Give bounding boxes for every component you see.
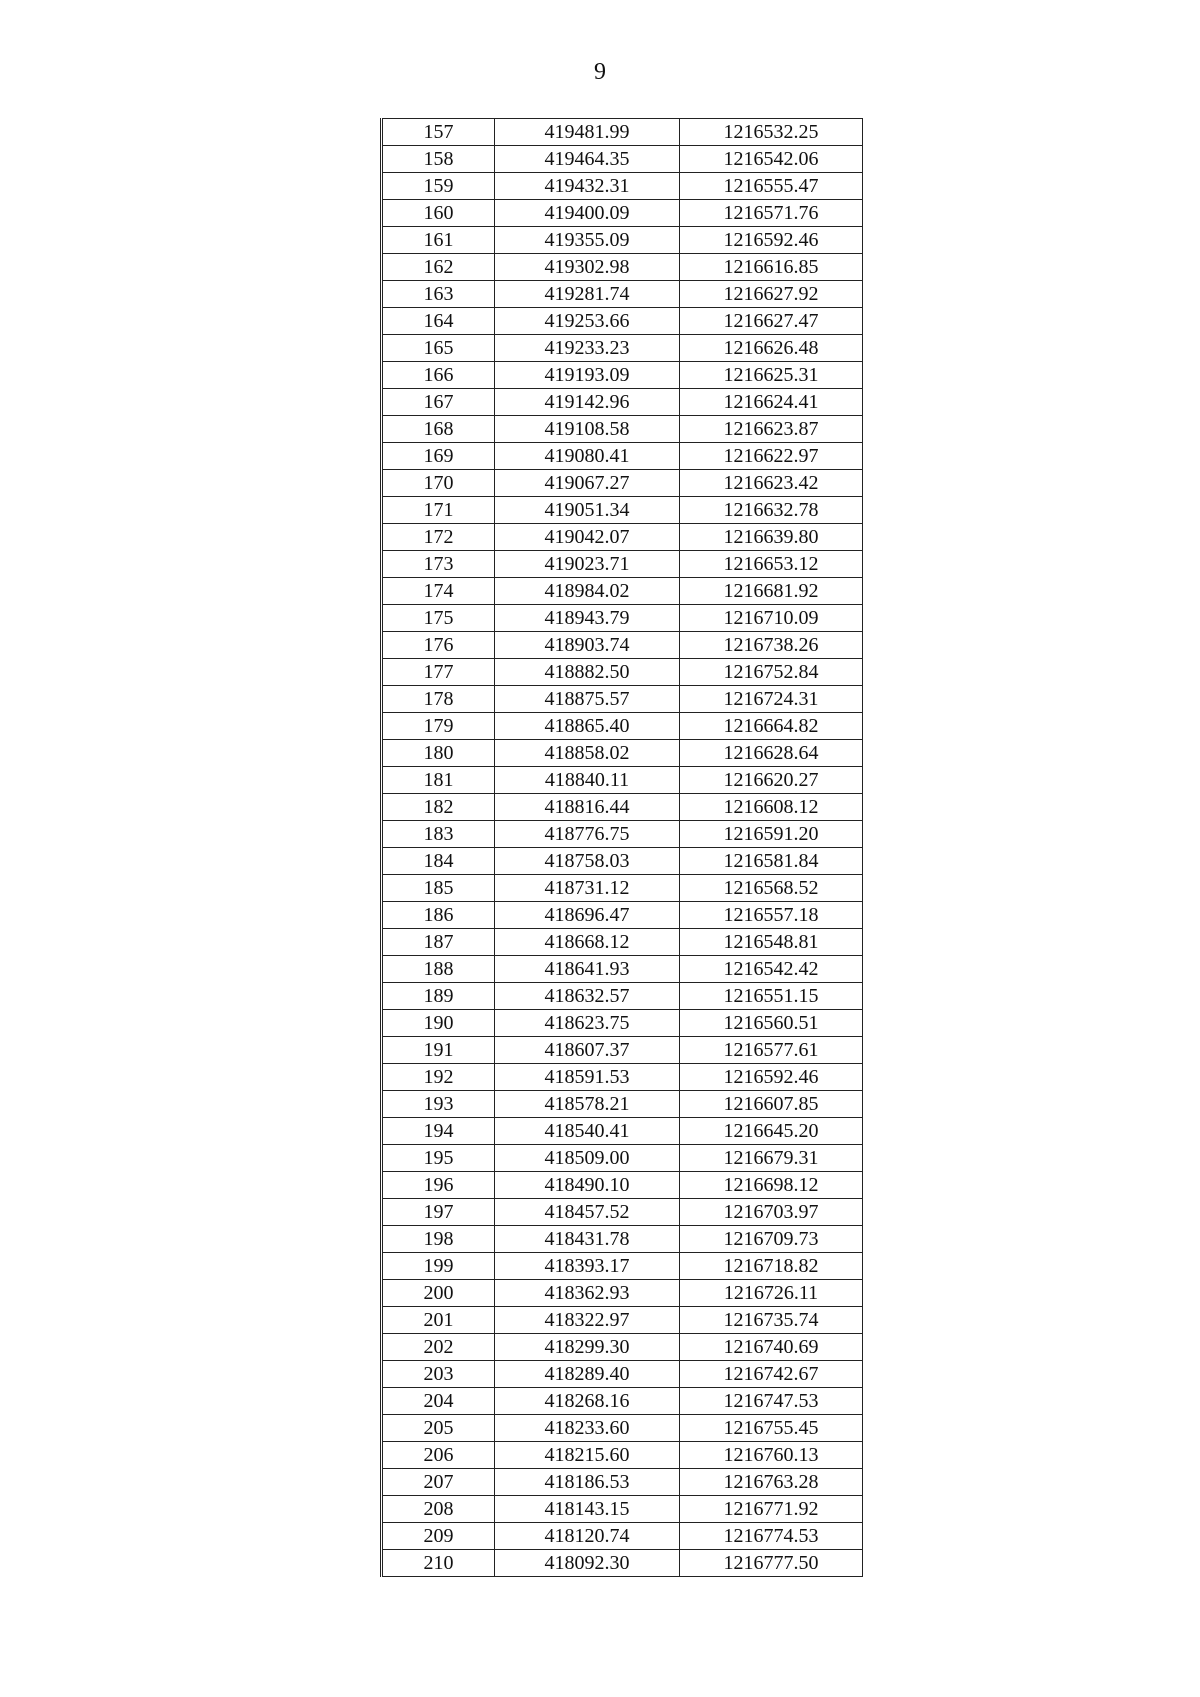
table-row <box>382 173 863 200</box>
y-coordinate-cell: 1216639.80 <box>680 524 863 551</box>
y-coordinate-cell: 1216710.09 <box>680 605 863 632</box>
point-number-cell: 198 <box>382 1226 495 1253</box>
x-coordinate-cell: 418984.02 <box>495 578 680 605</box>
y-coordinate-cell: 1216591.20 <box>680 821 863 848</box>
x-coordinate-cell: 418186.53 <box>495 1469 680 1496</box>
y-coordinate-cell: 1216592.46 <box>680 227 863 254</box>
x-coordinate-cell: 418490.10 <box>495 1172 680 1199</box>
point-number-cell: 188 <box>382 956 495 983</box>
table-row <box>382 1550 863 1577</box>
y-coordinate-cell: 1216532.25 <box>680 119 863 146</box>
coordinates-table <box>380 118 863 1577</box>
point-number-cell: 166 <box>382 362 495 389</box>
x-coordinate-cell: 419193.09 <box>495 362 680 389</box>
point-number-cell: 176 <box>382 632 495 659</box>
x-coordinate-cell: 418858.02 <box>495 740 680 767</box>
y-coordinate-cell: 1216664.82 <box>680 713 863 740</box>
y-coordinate-cell: 1216742.67 <box>680 1361 863 1388</box>
x-coordinate-cell: 418299.30 <box>495 1334 680 1361</box>
x-coordinate-cell: 419042.07 <box>495 524 680 551</box>
table-row <box>382 713 863 740</box>
point-number-cell: 181 <box>382 767 495 794</box>
x-coordinate-cell: 418431.78 <box>495 1226 680 1253</box>
y-coordinate-cell: 1216571.76 <box>680 200 863 227</box>
table-row <box>382 956 863 983</box>
x-coordinate-cell: 418578.21 <box>495 1091 680 1118</box>
x-coordinate-cell: 418457.52 <box>495 1199 680 1226</box>
y-coordinate-cell: 1216620.27 <box>680 767 863 794</box>
point-number-cell: 205 <box>382 1415 495 1442</box>
point-number-cell: 180 <box>382 740 495 767</box>
x-coordinate-cell: 418758.03 <box>495 848 680 875</box>
table-row <box>382 1334 863 1361</box>
point-number-cell: 200 <box>382 1280 495 1307</box>
y-coordinate-cell: 1216551.15 <box>680 983 863 1010</box>
x-coordinate-cell: 418776.75 <box>495 821 680 848</box>
table-row <box>382 470 863 497</box>
y-coordinate-cell: 1216747.53 <box>680 1388 863 1415</box>
point-number-cell: 161 <box>382 227 495 254</box>
y-coordinate-cell: 1216738.26 <box>680 632 863 659</box>
table-row <box>382 281 863 308</box>
y-coordinate-cell: 1216616.85 <box>680 254 863 281</box>
point-number-cell: 207 <box>382 1469 495 1496</box>
y-coordinate-cell: 1216763.28 <box>680 1469 863 1496</box>
point-number-cell: 202 <box>382 1334 495 1361</box>
x-coordinate-cell: 418591.53 <box>495 1064 680 1091</box>
x-coordinate-cell: 418092.30 <box>495 1550 680 1577</box>
x-coordinate-cell: 419067.27 <box>495 470 680 497</box>
table-row <box>382 605 863 632</box>
y-coordinate-cell: 1216755.45 <box>680 1415 863 1442</box>
x-coordinate-cell: 418731.12 <box>495 875 680 902</box>
x-coordinate-cell: 419400.09 <box>495 200 680 227</box>
table-row <box>382 821 863 848</box>
y-coordinate-cell: 1216568.52 <box>680 875 863 902</box>
x-coordinate-cell: 418623.75 <box>495 1010 680 1037</box>
point-number-cell: 167 <box>382 389 495 416</box>
point-number-cell: 187 <box>382 929 495 956</box>
point-number-cell: 162 <box>382 254 495 281</box>
point-number-cell: 194 <box>382 1118 495 1145</box>
point-number-cell: 179 <box>382 713 495 740</box>
x-coordinate-cell: 418215.60 <box>495 1442 680 1469</box>
x-coordinate-cell: 418632.57 <box>495 983 680 1010</box>
table-row <box>382 659 863 686</box>
point-number-cell: 201 <box>382 1307 495 1334</box>
x-coordinate-cell: 419355.09 <box>495 227 680 254</box>
table-row <box>382 983 863 1010</box>
table-row <box>382 686 863 713</box>
table-row <box>382 1145 863 1172</box>
table-row <box>382 308 863 335</box>
table-row <box>382 146 863 173</box>
point-number-cell: 185 <box>382 875 495 902</box>
x-coordinate-cell: 418322.97 <box>495 1307 680 1334</box>
x-coordinate-cell: 419481.99 <box>495 119 680 146</box>
y-coordinate-cell: 1216777.50 <box>680 1550 863 1577</box>
y-coordinate-cell: 1216698.12 <box>680 1172 863 1199</box>
point-number-cell: 171 <box>382 497 495 524</box>
x-coordinate-cell: 419253.66 <box>495 308 680 335</box>
table-row <box>382 1199 863 1226</box>
point-number-cell: 206 <box>382 1442 495 1469</box>
table-row <box>382 1253 863 1280</box>
point-number-cell: 190 <box>382 1010 495 1037</box>
point-number-cell: 174 <box>382 578 495 605</box>
y-coordinate-cell: 1216724.31 <box>680 686 863 713</box>
point-number-cell: 163 <box>382 281 495 308</box>
x-coordinate-cell: 418882.50 <box>495 659 680 686</box>
point-number-cell: 177 <box>382 659 495 686</box>
y-coordinate-cell: 1216735.74 <box>680 1307 863 1334</box>
table-row <box>382 119 863 146</box>
x-coordinate-cell: 419464.35 <box>495 146 680 173</box>
y-coordinate-cell: 1216608.12 <box>680 794 863 821</box>
y-coordinate-cell: 1216681.92 <box>680 578 863 605</box>
table-row <box>382 416 863 443</box>
y-coordinate-cell: 1216560.51 <box>680 1010 863 1037</box>
x-coordinate-cell: 419302.98 <box>495 254 680 281</box>
y-coordinate-cell: 1216555.47 <box>680 173 863 200</box>
point-number-cell: 186 <box>382 902 495 929</box>
y-coordinate-cell: 1216771.92 <box>680 1496 863 1523</box>
table-row <box>382 1361 863 1388</box>
table-row <box>382 1226 863 1253</box>
table-row <box>382 767 863 794</box>
x-coordinate-cell: 418393.17 <box>495 1253 680 1280</box>
y-coordinate-cell: 1216709.73 <box>680 1226 863 1253</box>
point-number-cell: 196 <box>382 1172 495 1199</box>
coordinates-table-body <box>382 119 863 1577</box>
point-number-cell: 170 <box>382 470 495 497</box>
x-coordinate-cell: 418268.16 <box>495 1388 680 1415</box>
table-row <box>382 1307 863 1334</box>
y-coordinate-cell: 1216542.06 <box>680 146 863 173</box>
y-coordinate-cell: 1216632.78 <box>680 497 863 524</box>
y-coordinate-cell: 1216623.87 <box>680 416 863 443</box>
x-coordinate-cell: 419233.23 <box>495 335 680 362</box>
y-coordinate-cell: 1216774.53 <box>680 1523 863 1550</box>
y-coordinate-cell: 1216592.46 <box>680 1064 863 1091</box>
table-row <box>382 200 863 227</box>
x-coordinate-cell: 418143.15 <box>495 1496 680 1523</box>
point-number-cell: 203 <box>382 1361 495 1388</box>
point-number-cell: 169 <box>382 443 495 470</box>
table-row <box>382 1118 863 1145</box>
point-number-cell: 191 <box>382 1037 495 1064</box>
point-number-cell: 199 <box>382 1253 495 1280</box>
y-coordinate-cell: 1216623.42 <box>680 470 863 497</box>
y-coordinate-cell: 1216624.41 <box>680 389 863 416</box>
table-row <box>382 1523 863 1550</box>
y-coordinate-cell: 1216557.18 <box>680 902 863 929</box>
point-number-cell: 183 <box>382 821 495 848</box>
x-coordinate-cell: 418641.93 <box>495 956 680 983</box>
point-number-cell: 160 <box>382 200 495 227</box>
table-row <box>382 227 863 254</box>
y-coordinate-cell: 1216653.12 <box>680 551 863 578</box>
page-number: 9 <box>594 59 606 85</box>
y-coordinate-cell: 1216577.61 <box>680 1037 863 1064</box>
table-row <box>382 1037 863 1064</box>
table-row <box>382 1280 863 1307</box>
x-coordinate-cell: 419023.71 <box>495 551 680 578</box>
x-coordinate-cell: 418668.12 <box>495 929 680 956</box>
point-number-cell: 209 <box>382 1523 495 1550</box>
point-number-cell: 175 <box>382 605 495 632</box>
table-row <box>382 1415 863 1442</box>
table-row <box>382 1442 863 1469</box>
table-row <box>382 254 863 281</box>
point-number-cell: 165 <box>382 335 495 362</box>
x-coordinate-cell: 418943.79 <box>495 605 680 632</box>
table-row <box>382 740 863 767</box>
x-coordinate-cell: 418509.00 <box>495 1145 680 1172</box>
point-number-cell: 184 <box>382 848 495 875</box>
point-number-cell: 195 <box>382 1145 495 1172</box>
y-coordinate-cell: 1216740.69 <box>680 1334 863 1361</box>
point-number-cell: 159 <box>382 173 495 200</box>
y-coordinate-cell: 1216607.85 <box>680 1091 863 1118</box>
point-number-cell: 158 <box>382 146 495 173</box>
table-row <box>382 578 863 605</box>
point-number-cell: 197 <box>382 1199 495 1226</box>
table-row <box>382 848 863 875</box>
y-coordinate-cell: 1216627.47 <box>680 308 863 335</box>
table-row <box>382 335 863 362</box>
x-coordinate-cell: 418865.40 <box>495 713 680 740</box>
x-coordinate-cell: 418816.44 <box>495 794 680 821</box>
y-coordinate-cell: 1216760.13 <box>680 1442 863 1469</box>
y-coordinate-cell: 1216752.84 <box>680 659 863 686</box>
point-number-cell: 157 <box>382 119 495 146</box>
point-number-cell: 182 <box>382 794 495 821</box>
y-coordinate-cell: 1216542.42 <box>680 956 863 983</box>
y-coordinate-cell: 1216628.64 <box>680 740 863 767</box>
y-coordinate-cell: 1216679.31 <box>680 1145 863 1172</box>
table-row <box>382 1388 863 1415</box>
point-number-cell: 168 <box>382 416 495 443</box>
y-coordinate-cell: 1216703.97 <box>680 1199 863 1226</box>
y-coordinate-cell: 1216625.31 <box>680 362 863 389</box>
y-coordinate-cell: 1216627.92 <box>680 281 863 308</box>
table-row <box>382 362 863 389</box>
table-row <box>382 497 863 524</box>
x-coordinate-cell: 418696.47 <box>495 902 680 929</box>
point-number-cell: 210 <box>382 1550 495 1577</box>
table-row <box>382 1172 863 1199</box>
table-row <box>382 389 863 416</box>
point-number-cell: 164 <box>382 308 495 335</box>
table-row <box>382 632 863 659</box>
x-coordinate-cell: 419142.96 <box>495 389 680 416</box>
x-coordinate-cell: 419051.34 <box>495 497 680 524</box>
table-row <box>382 929 863 956</box>
y-coordinate-cell: 1216626.48 <box>680 335 863 362</box>
table-row <box>382 551 863 578</box>
x-coordinate-cell: 418362.93 <box>495 1280 680 1307</box>
x-coordinate-cell: 419108.58 <box>495 416 680 443</box>
x-coordinate-cell: 418875.57 <box>495 686 680 713</box>
y-coordinate-cell: 1216581.84 <box>680 848 863 875</box>
table-row <box>382 1010 863 1037</box>
y-coordinate-cell: 1216645.20 <box>680 1118 863 1145</box>
x-coordinate-cell: 418289.40 <box>495 1361 680 1388</box>
table-row <box>382 794 863 821</box>
point-number-cell: 208 <box>382 1496 495 1523</box>
table-row <box>382 875 863 902</box>
point-number-cell: 193 <box>382 1091 495 1118</box>
x-coordinate-cell: 418540.41 <box>495 1118 680 1145</box>
table-row <box>382 1496 863 1523</box>
point-number-cell: 173 <box>382 551 495 578</box>
y-coordinate-cell: 1216548.81 <box>680 929 863 956</box>
table-row <box>382 443 863 470</box>
y-coordinate-cell: 1216718.82 <box>680 1253 863 1280</box>
x-coordinate-cell: 418607.37 <box>495 1037 680 1064</box>
table-row <box>382 524 863 551</box>
point-number-cell: 192 <box>382 1064 495 1091</box>
x-coordinate-cell: 418903.74 <box>495 632 680 659</box>
x-coordinate-cell: 419080.41 <box>495 443 680 470</box>
table-row <box>382 1469 863 1496</box>
table-row <box>382 1064 863 1091</box>
x-coordinate-cell: 419432.31 <box>495 173 680 200</box>
y-coordinate-cell: 1216622.97 <box>680 443 863 470</box>
table-row <box>382 1091 863 1118</box>
point-number-cell: 178 <box>382 686 495 713</box>
x-coordinate-cell: 419281.74 <box>495 281 680 308</box>
x-coordinate-cell: 418233.60 <box>495 1415 680 1442</box>
point-number-cell: 189 <box>382 983 495 1010</box>
table-row <box>382 902 863 929</box>
x-coordinate-cell: 418120.74 <box>495 1523 680 1550</box>
point-number-cell: 172 <box>382 524 495 551</box>
x-coordinate-cell: 418840.11 <box>495 767 680 794</box>
point-number-cell: 204 <box>382 1388 495 1415</box>
y-coordinate-cell: 1216726.11 <box>680 1280 863 1307</box>
